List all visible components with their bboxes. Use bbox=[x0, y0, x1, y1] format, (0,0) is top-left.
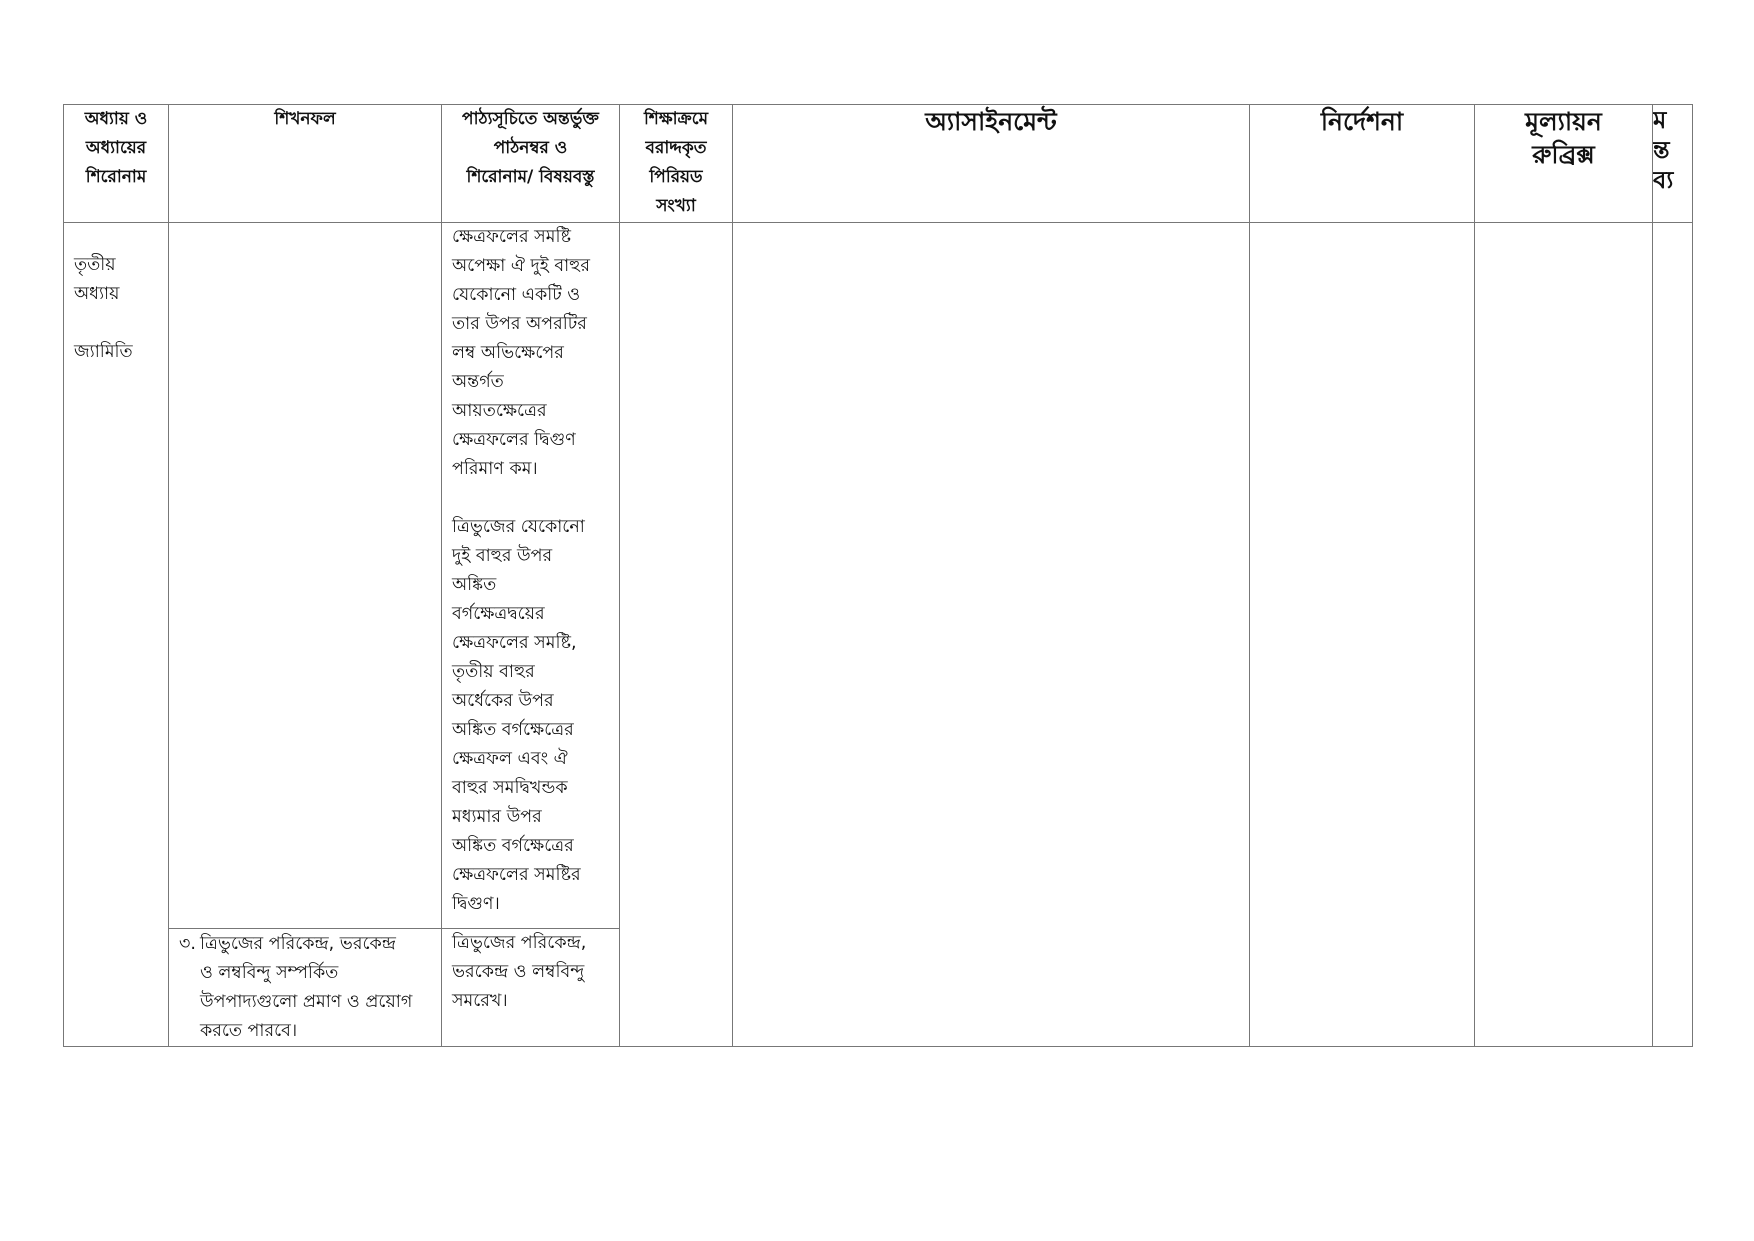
chapter-title: জ্যামিতি bbox=[74, 342, 133, 362]
table-row bbox=[64, 223, 1693, 929]
outcome-number: ৩. bbox=[179, 934, 196, 954]
learning-outcome-cell bbox=[169, 223, 442, 929]
periods-cell bbox=[620, 223, 733, 1047]
header-chapter: অধ্যায় ও অধ্যায়ের শিরোনাম bbox=[64, 105, 169, 223]
syllabus-content-cell: ত্রিভুজের পরিকেন্দ্র, ভরকেন্দ্র ও লম্ববিন্দু সমরেখ। bbox=[442, 929, 620, 1047]
learning-outcome-cell: ৩. ত্রিভুজের পরিকেন্দ্র, ভরকেন্দ্র ও লম্ববিন্দু সম্পর্কিত উপপাদ্যগুলো প্রমাণ ও প্রয়োগ করতে পারবে। bbox=[169, 929, 442, 1047]
header-row bbox=[64, 105, 1693, 223]
instructions-cell bbox=[1250, 223, 1475, 1047]
header-instructions: নির্দেশনা bbox=[1250, 105, 1475, 223]
header-learning-outcome: শিখনফল bbox=[169, 105, 442, 223]
assignment-cell bbox=[733, 223, 1250, 1047]
header-remarks: ম ন্ত ব্য bbox=[1653, 105, 1693, 223]
header-periods: শিক্ষাক্রমে বরাদ্দকৃত পিরিয়ড সংখ্যা bbox=[620, 105, 733, 223]
lesson-plan-table bbox=[63, 104, 1693, 1047]
syllabus-content-cell: ক্ষেত্রফলের সমষ্টি অপেক্ষা ঐ দুই বাহুর যেকোনো একটি ও তার উপর অপরটির লম্ব অভিক্ষেপের অন্তর্গত আয়তক্ষেত্রের ক্ষেত্রফলের দ্বিগুণ পরিমাণ কম। ত্রিভুজের যেকোনো দুই বাহুর উপর অঙ্কিত বর্গক্ষেত্রদ্বয়ের ক্ষেত্রফলের সমষ্টি, তৃতীয় বাহুর অর্ধেকের উপর অঙ্কিত বর্গক্ষেত্রের ক্ষেত্রফল এবং ঐ বাহুর সমদ্বিখন্ডক মধ্যমার উপর অঙ্কিত বর্গক্ষেত্রের ক্ষেত্রফলের সমষ্টির দ্বিগুণ। bbox=[442, 223, 620, 929]
chapter-label: অধ্যায় bbox=[74, 284, 120, 304]
header-assignment: অ্যাসাইনমেন্ট bbox=[733, 105, 1250, 223]
rubric-cell bbox=[1475, 223, 1653, 1047]
header-rubric: মূল্যায়ন রুব্রিক্স bbox=[1475, 105, 1653, 223]
chapter-cell bbox=[64, 223, 169, 1047]
chapter-label: তৃতীয় bbox=[74, 255, 116, 275]
remarks-cell bbox=[1653, 223, 1693, 1047]
header-syllabus: পাঠ্যসূচিতে অন্তর্ভুক্ত পাঠনম্বর ও শিরোনাম/ বিষয়বস্তু bbox=[442, 105, 620, 223]
